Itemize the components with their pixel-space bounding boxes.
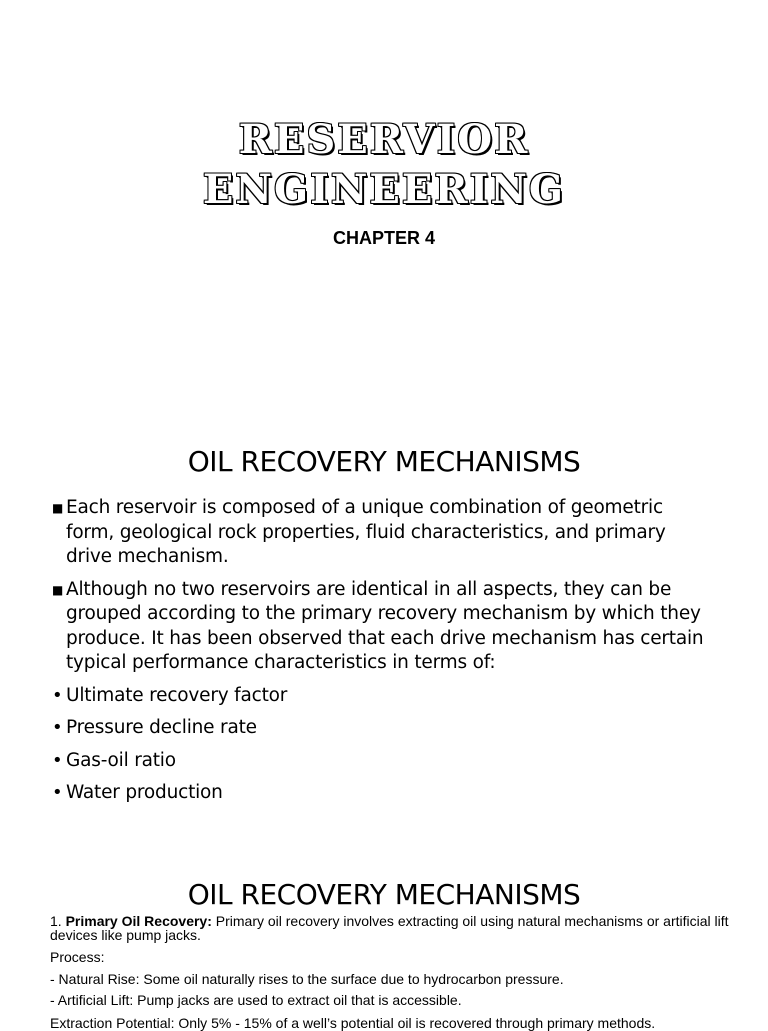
- cover-slide: [0, 0, 768, 420]
- process-label: Process:: [50, 949, 105, 965]
- extraction-potential: Extraction Potential: Only 5% - 15% of a well’s potential oil is recovered through primary methods.: [50, 1015, 656, 1031]
- chapter-label: CHAPTER 4: [332, 228, 435, 248]
- round-bullet-icon: •: [52, 684, 63, 706]
- cover-title-line-1: RESERVIOR: [238, 116, 530, 163]
- bullet-item: [52, 781, 712, 806]
- bullet-list: [52, 496, 712, 814]
- slide-heading: OIL RECOVERY MECHANISMS: [187, 445, 581, 478]
- process-item: - Artificial Lift: Pump jacks are used to extract oil that is accessible.: [50, 992, 462, 1008]
- square-bullet-icon: ■: [52, 582, 64, 597]
- cover-title-line-2: ENGINEERING: [202, 166, 566, 213]
- primary-recovery-text: [50, 914, 740, 942]
- slide-heading: OIL RECOVERY MECHANISMS: [187, 878, 581, 911]
- bullet-paragraph: [52, 496, 712, 570]
- process-item: - Natural Rise: Some oil naturally rises to the surface due to hydrocarbon pressure.: [50, 971, 564, 987]
- round-bullet-icon: •: [52, 782, 63, 803]
- bullet-text: Water production: [66, 782, 223, 803]
- square-bullet-icon: ■: [52, 501, 64, 515]
- bullet-item: [52, 749, 712, 774]
- bullet-text: Ultimate recovery factor: [66, 684, 288, 706]
- bullet-text: Each reservoir is composed of a unique combination of geometric form, geological rock properties, fluid characteristics, and primary drive mechanism.: [66, 497, 666, 567]
- bullet-text: Although no two reservoirs are identical in all aspects, they can be grouped according to the primary recovery mechanism by which they produce. It has been observed that each drive mechanism has certain typical performance characteristics in terms of:: [66, 578, 704, 673]
- primary-recovery-slide: [0, 850, 768, 1031]
- bullet-text: Gas-oil ratio: [66, 749, 176, 771]
- bullet-text: Pressure decline rate: [66, 717, 257, 738]
- item-term: Primary Oil Recovery:: [65, 913, 212, 929]
- mechanisms-slide: [0, 420, 768, 850]
- round-bullet-icon: •: [52, 717, 63, 738]
- bullet-item: [52, 716, 712, 741]
- item-number: 1.: [50, 913, 62, 929]
- round-bullet-icon: •: [52, 749, 63, 771]
- bullet-paragraph: [52, 578, 712, 676]
- bullet-item: [52, 684, 712, 709]
- item-description: Primary oil recovery involves extracting oil using natural mechanisms or artificial lift devices like pump jacks.: [50, 913, 729, 943]
